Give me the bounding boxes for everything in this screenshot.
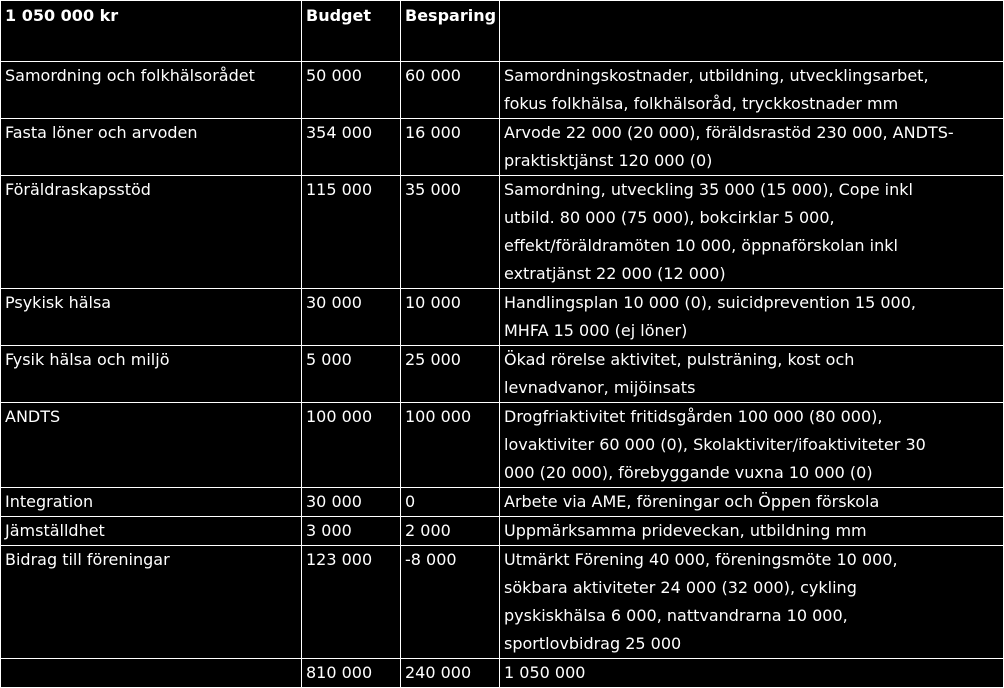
row-description xyxy=(500,346,1004,403)
description-line: sökbara aktiviteter 24 000 (32 000), cykling xyxy=(504,578,857,597)
row-category: Fasta löner och arvoden xyxy=(1,119,302,176)
totals-budget: 810 000 xyxy=(302,659,401,688)
totals-savings: 240 000 xyxy=(401,659,500,688)
row-budget: 3 000 xyxy=(302,517,401,546)
description-line: Handlingsplan 10 000 (0), suicidprevention 15 000, xyxy=(504,293,916,312)
header-row xyxy=(1,1,1004,62)
row-category: Fysik hälsa och miljö xyxy=(1,346,302,403)
row-budget: 123 000 xyxy=(302,546,401,659)
description-line: fokus folkhälsa, folkhälsoråd, tryckkostnader mm xyxy=(504,94,899,113)
table-row xyxy=(1,62,1004,119)
table-row xyxy=(1,289,1004,346)
row-savings: 35 000 xyxy=(401,176,500,289)
description-line: sportlovbidrag 25 000 xyxy=(504,634,682,653)
row-savings: 10 000 xyxy=(401,289,500,346)
table-row xyxy=(1,176,1004,289)
row-budget: 115 000 xyxy=(302,176,401,289)
row-savings: 2 000 xyxy=(401,517,500,546)
row-budget: 30 000 xyxy=(302,488,401,517)
table-row xyxy=(1,119,1004,176)
row-description xyxy=(500,176,1004,289)
header-total: 1 050 000 kr xyxy=(1,1,302,62)
description-line: Drogfriaktivitet fritidsgården 100 000 (80 000), xyxy=(504,407,883,426)
row-savings: 60 000 xyxy=(401,62,500,119)
row-category: Föräldraskapsstöd xyxy=(1,176,302,289)
row-savings: 16 000 xyxy=(401,119,500,176)
row-description xyxy=(500,403,1004,488)
row-description xyxy=(500,488,1004,517)
row-budget: 5 000 xyxy=(302,346,401,403)
description-line: Arvode 22 000 (20 000), föräldsrastöd 230 000, ANDTS- xyxy=(504,123,954,142)
totals-description: 1 050 000 xyxy=(500,659,1004,688)
row-category: Samordning och folkhälsorådet xyxy=(1,62,302,119)
header-savings: Besparing xyxy=(401,1,500,62)
row-category: Bidrag till föreningar xyxy=(1,546,302,659)
table-row xyxy=(1,488,1004,517)
row-budget: 100 000 xyxy=(302,403,401,488)
description-line: Arbete via AME, föreningar och Öppen förskola xyxy=(504,492,880,511)
row-savings: 100 000 xyxy=(401,403,500,488)
row-category: Psykisk hälsa xyxy=(1,289,302,346)
row-description xyxy=(500,119,1004,176)
description-line: utbild. 80 000 (75 000), bokcirklar 5 000, xyxy=(504,208,835,227)
row-description xyxy=(500,62,1004,119)
row-budget: 30 000 xyxy=(302,289,401,346)
row-description xyxy=(500,546,1004,659)
row-description xyxy=(500,517,1004,546)
table-row xyxy=(1,546,1004,659)
description-line: MHFA 15 000 (ej löner) xyxy=(504,321,688,340)
row-category: Integration xyxy=(1,488,302,517)
description-line: Ökad rörelse aktivitet, pulsträning, kost och xyxy=(504,350,855,369)
row-category: ANDTS xyxy=(1,403,302,488)
row-savings: 0 xyxy=(401,488,500,517)
description-line: Utmärkt Förening 40 000, föreningsmöte 10 000, xyxy=(504,550,898,569)
description-line: levnadvanor, mijöinsats xyxy=(504,378,696,397)
description-line: 000 (20 000), förebyggande vuxna 10 000 (0) xyxy=(504,463,873,482)
table-row xyxy=(1,517,1004,546)
row-budget: 50 000 xyxy=(302,62,401,119)
totals-category xyxy=(1,659,302,688)
description-line: Uppmärksamma prideveckan, utbildning mm xyxy=(504,521,867,540)
description-line: praktisktjänst 120 000 (0) xyxy=(504,151,713,170)
row-savings: 25 000 xyxy=(401,346,500,403)
row-savings: -8 000 xyxy=(401,546,500,659)
row-budget: 354 000 xyxy=(302,119,401,176)
description-line: lovaktiviter 60 000 (0), Skolaktiviter/ifoaktiviteter 30 xyxy=(504,435,926,454)
header-description xyxy=(500,1,1004,62)
description-line: effekt/föräldramöten 10 000, öppnaförskolan inkl xyxy=(504,236,898,255)
header-budget: Budget xyxy=(302,1,401,62)
table-row xyxy=(1,346,1004,403)
description-line: Samordningskostnader, utbildning, utvecklingsarbet, xyxy=(504,66,929,85)
description-line: Samordning, utveckling 35 000 (15 000), Cope inkl xyxy=(504,180,913,199)
description-line: extratjänst 22 000 (12 000) xyxy=(504,264,726,283)
totals-row xyxy=(1,659,1004,688)
row-description xyxy=(500,289,1004,346)
table-row xyxy=(1,403,1004,488)
description-line: pyskiskhälsa 6 000, nattvandrarna 10 000, xyxy=(504,606,848,625)
row-category: Jämställdhet xyxy=(1,517,302,546)
